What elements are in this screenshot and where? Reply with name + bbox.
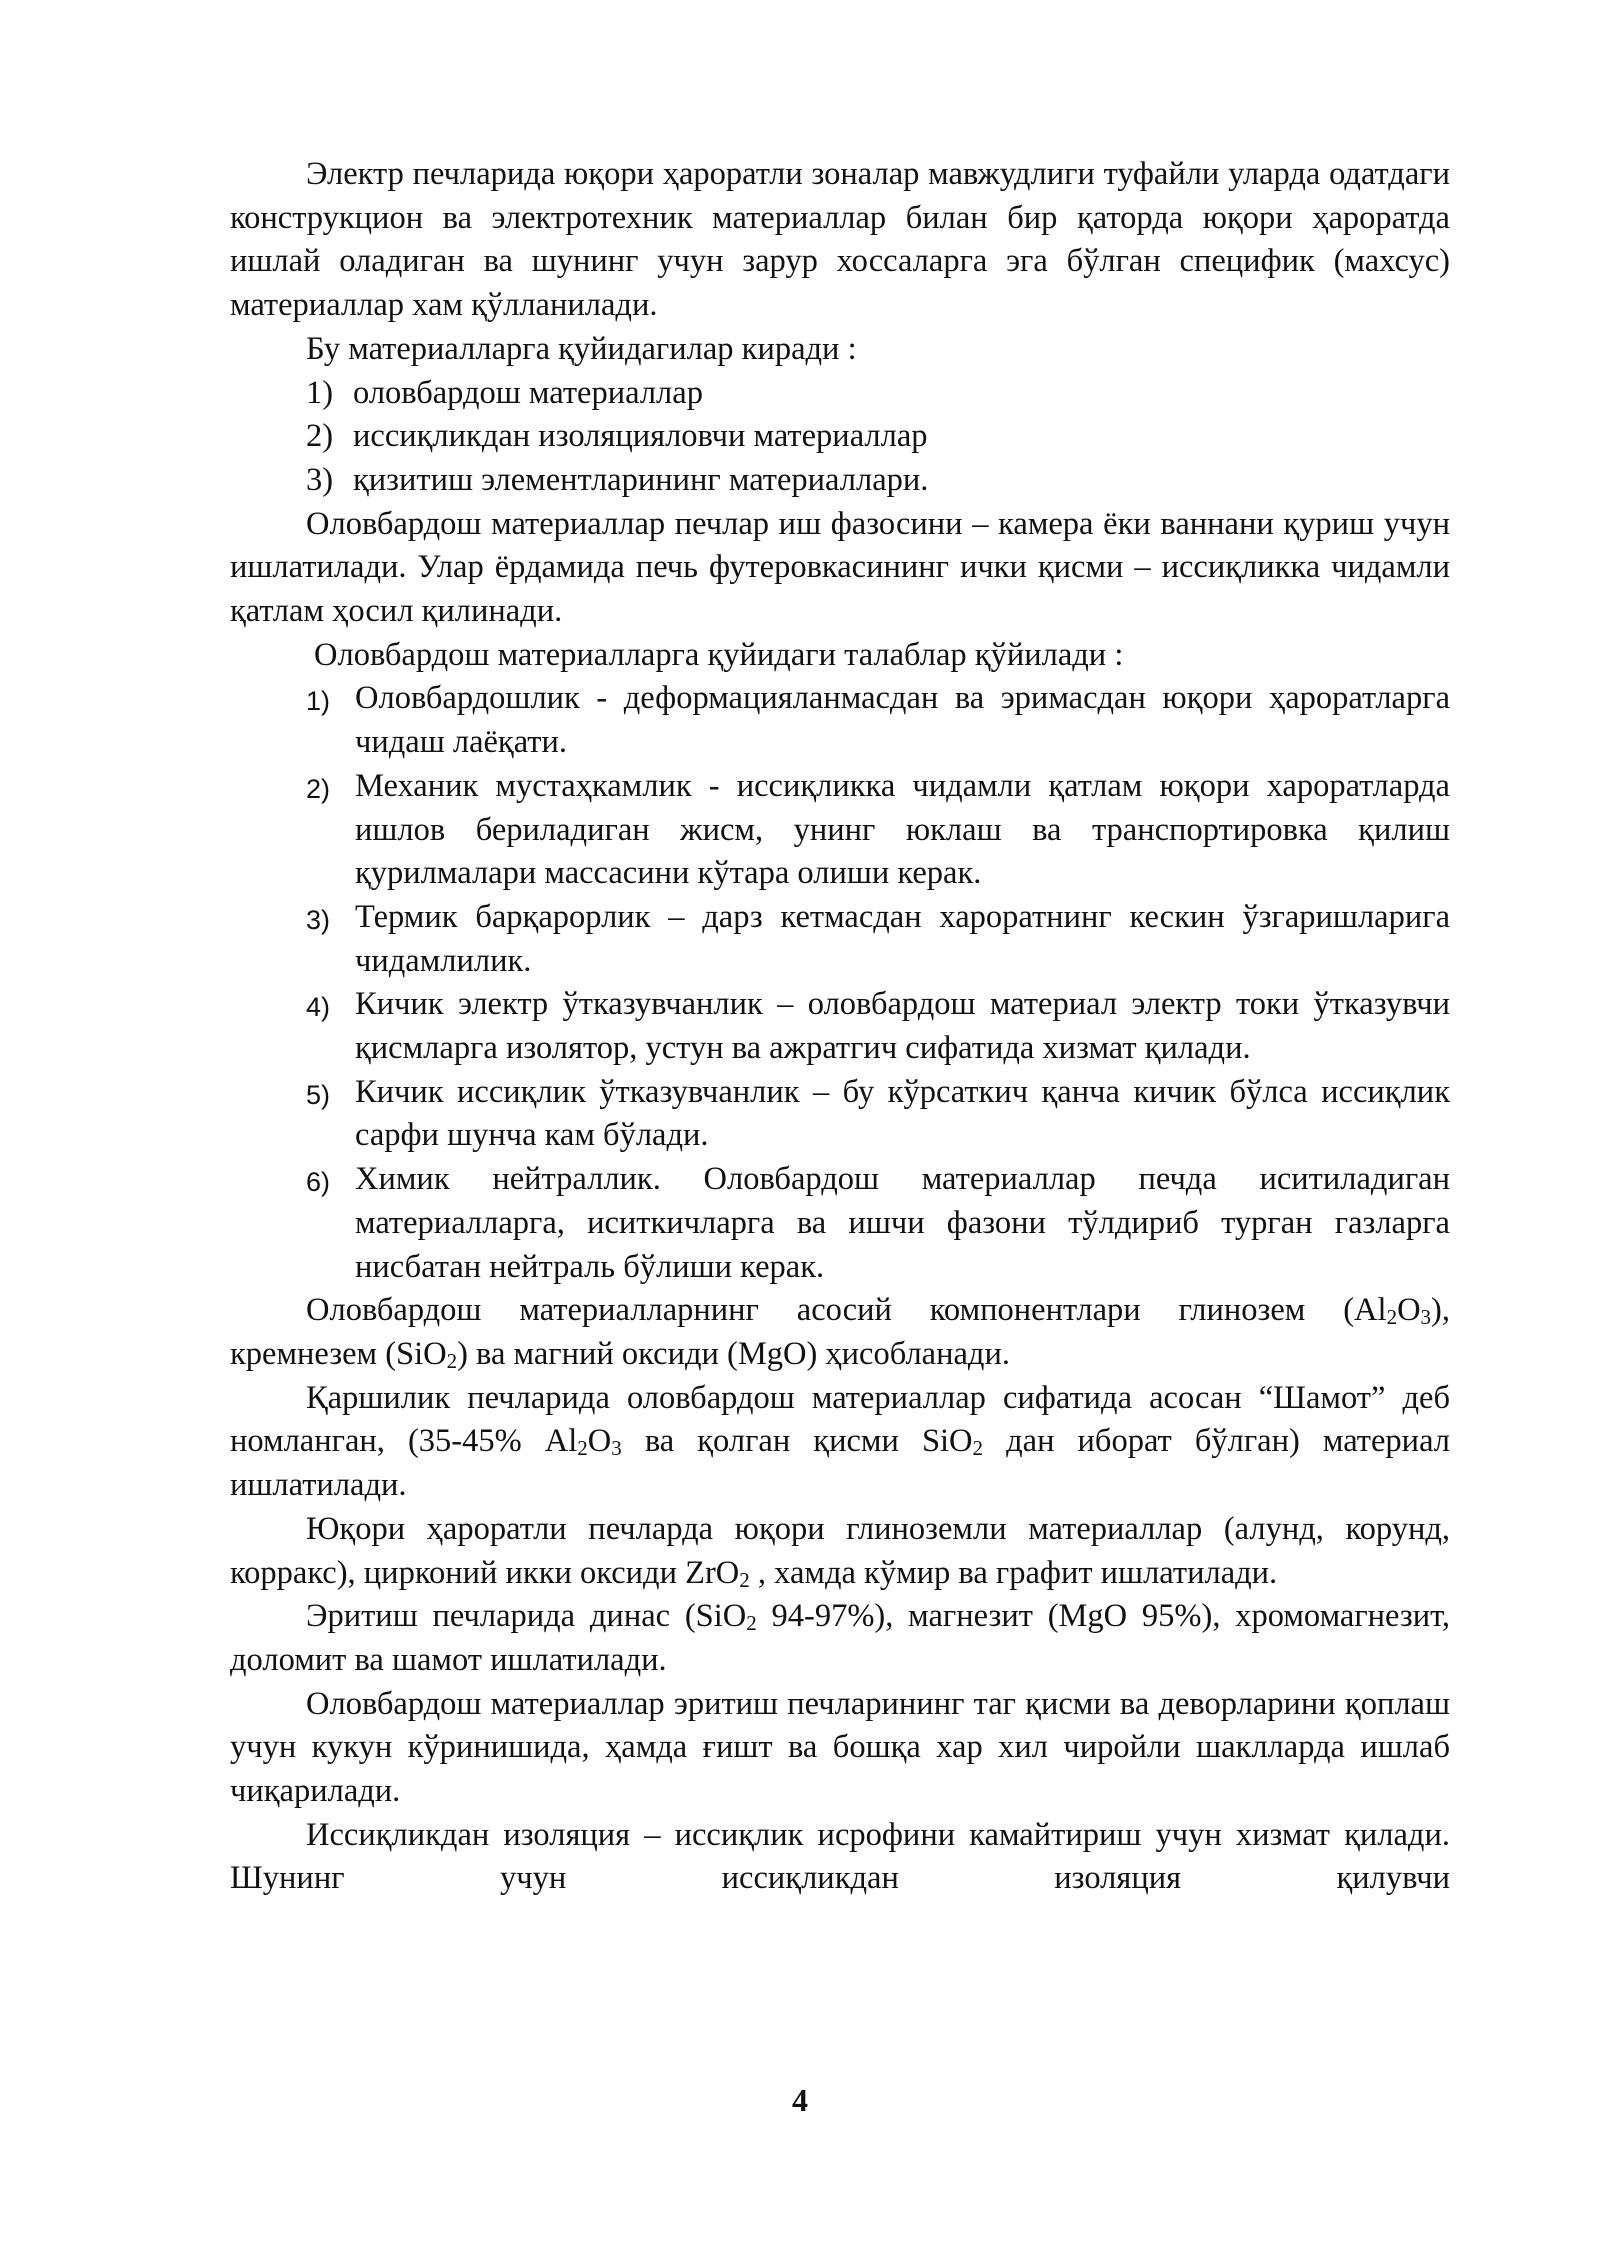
paragraph-requirements-heading: Оловбардош материалларга қуйидаги талаблар қўйилади : [314, 636, 1124, 673]
paragraph-components: Оловбардош материалларнинг асосий компонентлари глинозем $(Al_2O_3)$, кремнезем (SiO$_2$) ва магний оксиди (MgO) ҳисобланади. [230, 1292, 1450, 1373]
list-item: 2) Механик мустаҳкамлик - иссиқликка чидамли қатлам юқори хароратларда ишлов бериладиган жисм, унинг юклаш ва транспортировка қилиш қурилмалари массасини кўтара олиши керак. [306, 767, 1450, 892]
paragraph-materials-include: Бу материалларга қуйидагилар киради : [306, 330, 857, 367]
materials-list [230, 372, 1450, 503]
paragraph-high-temperature: Юқори ҳароратли печларда юқори глиноземли материаллар (алунд, корунд, корракс), цирконий икки оксиди ZrO$_2$ , хамда кўмир ва графит ишлатилади. [230, 1510, 1450, 1592]
list-item: 1) оловбардош материаллар [306, 374, 703, 411]
paragraph-thermal-insulation: Иссиқликдан изоляция – иссиқлик исрофини камайтириш учун хизмат қилади. Шунинг учун иссиқликдан изоляция қилувчи [230, 1816, 1450, 1897]
list-item: 4) Кичик электр ўтказувчанлик – оловбардош материал электр токи ўтказувчи қисмларга изолятор, устун ва ажратгич сифатида хизмат қилади. [306, 986, 1450, 1067]
page-number: 4 [792, 2082, 808, 2118]
list-item: 3) Термик барқарорлик – дарз кетмасдан хароратнинг кескин ўзгаришларига чидамлилик. [306, 898, 1450, 979]
paragraph-intro: Электр печларида юқори ҳароратли зоналар мавжудлиги туфайли уларда одатдаги конструкцион ва электротехник материаллар билан бир қаторда юқори ҳароратда ишлай оладиган ва шунинг учун зарур хоссаларга эга бўлган специфик (махсус) материаллар хам қўлланилади. [230, 156, 1450, 324]
list-item: 2) иссиқликдан изоляцияловчи материаллар [306, 418, 928, 455]
document-page [230, 153, 1450, 1901]
list-item: 6) Химик нейтраллик. Оловбардош материаллар печда иситиладиган материалларга, иситкичларга ва ишчи фазони тўлдириб турган газларга нисбатан нейтраль бўлиши керак. [306, 1161, 1450, 1285]
list-item: 1) Оловбардошлик - деформацияланмасдан ва эримасдан юқори ҳароратларга чидаш лаёқати. [306, 680, 1450, 761]
list-item: 5) Кичик иссиқлик ўтказувчанлик – бу кўрсаткич қанча кичик бўлса иссиқлик сарфи шунча кам бўлади. [306, 1073, 1450, 1154]
paragraph-refractory-use: Оловбардош материаллар печлар иш фазосини – камера ёки ваннани қуриш учун ишлатилади. Улар ёрдамида печь футеровкасининг ички қисми – иссиқликка чидамли қатлам ҳосил қилинади. [230, 505, 1450, 630]
paragraph-melting-furnaces: Эритиш печларида динас (SiO$_2$ 94-97%), магнезит (MgO 95%), хромомагнезит, доломит ва шамот ишлатилади. [230, 1598, 1450, 1678]
requirements-list [230, 677, 1450, 1289]
paragraph-production-forms: Оловбардош материаллар эритиш печларининг таг қисми ва деворларини қоплаш учун кукун кўринишида, ҳамда ғишт ва бошқа хар хил чиройли шаклларда ишлаб чиқарилади. [230, 1685, 1450, 1810]
paragraph-resistance-furnaces: Қаршилик печларида оловбардош материаллар сифатида асосан “Шамот” деб номланган, (35-45% $Al_2O_3$ ва қолган қисми SiO$_2$ дан иборат бўлган) материал ишлатилади. [230, 1379, 1451, 1504]
list-item: 3) қизитиш элементларининг материаллари. [306, 461, 929, 498]
